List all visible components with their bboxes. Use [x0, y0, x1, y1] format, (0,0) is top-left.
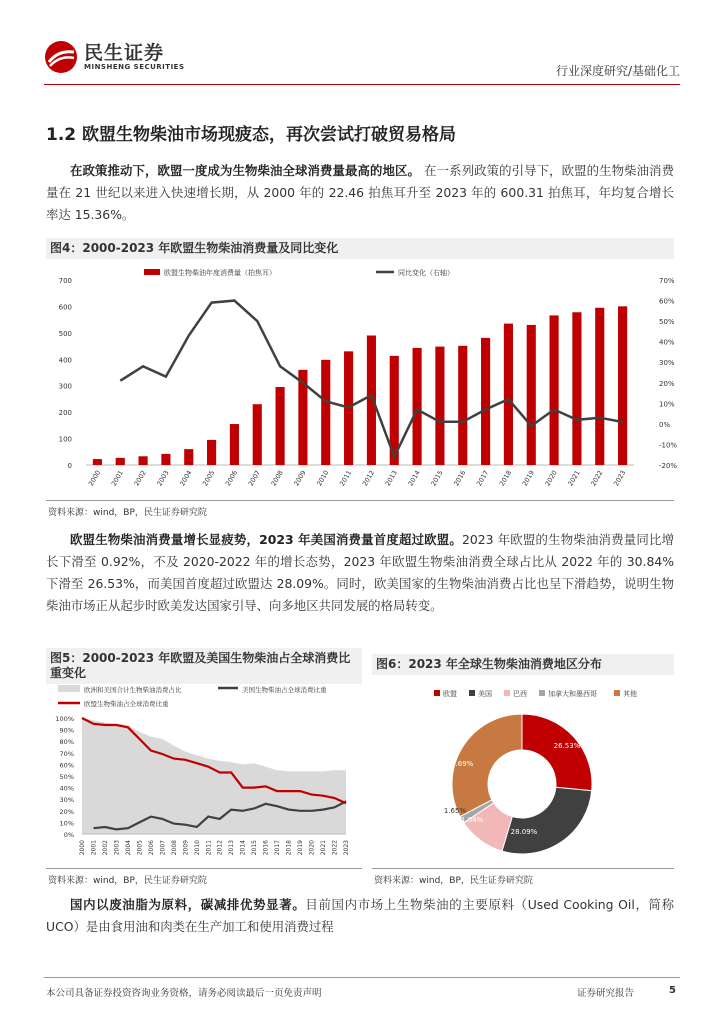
- x-tick-label: 2021: [320, 840, 328, 856]
- x-tick-label: 2023: [612, 469, 628, 488]
- bar-2020: [550, 315, 559, 465]
- y-left-tick-label: 700: [58, 277, 72, 285]
- y-tick-label: 20%: [59, 807, 74, 816]
- legend-swatch-3: [539, 690, 545, 696]
- y-tick-label: 0%: [63, 831, 74, 839]
- legend-label-eu: 欧盟生物柴油占全球消费比重: [84, 700, 169, 708]
- figure-5-rule: [46, 868, 362, 869]
- x-tick-label: 2019: [520, 469, 536, 488]
- x-tick-label: 2012: [360, 469, 377, 488]
- combined-share-area: [82, 718, 346, 834]
- paragraph-3: [46, 894, 674, 938]
- figure-4-source: 资料来源：wind，BP，民生证券研究院: [48, 508, 207, 518]
- y-tick-label: 80%: [59, 738, 74, 747]
- x-tick-label: 2012: [216, 840, 224, 856]
- x-tick-label: 2010: [193, 840, 201, 856]
- y-right-tick-label: 40%: [659, 338, 675, 347]
- y-tick-label: 50%: [59, 773, 74, 781]
- bar-2003: [161, 454, 170, 465]
- legend-label-yoy: 同比变化（右轴）: [398, 269, 454, 277]
- y-right-tick-label: 60%: [659, 297, 675, 306]
- x-tick-label: 2003: [113, 840, 121, 856]
- figure-4-chart: [46, 262, 678, 502]
- bar-2005: [207, 440, 216, 465]
- slice-label: 26.53%: [553, 742, 581, 750]
- x-tick-label: 2011: [205, 840, 213, 856]
- logo: [44, 40, 185, 74]
- y-right-tick-label: 10%: [659, 400, 675, 409]
- x-tick-label: 2018: [285, 840, 293, 856]
- footer-report-type: 证券研究报告: [576, 988, 634, 999]
- x-tick-label: 2015: [251, 840, 259, 856]
- y-left-tick-label: 200: [58, 409, 72, 418]
- bar-2000: [93, 459, 102, 465]
- logo-cn: 民生证券: [84, 42, 165, 64]
- y-left-tick-label: 600: [58, 303, 72, 312]
- logo-en: MINSHENG SECURITIES: [84, 63, 185, 71]
- paragraph-2-body: 2023 年欧盟的生物柴油消费量同比增长下滑至 0.92%，不及 2020-2022 年的增长态势，2023 年欧盟生物柴油消费全球占比从 2022 年的 30.84%下滑至 26.53%，而美国首度超过欧盟达 28.09%。同时，欧美国家的生物柴油消费占比也呈下滑趋势，说明生物柴油市场正从起步时欧美发达国家引导、向多地区共同发展的格局转变。: [46, 532, 674, 613]
- legend-label-us: 美国生物柴油占全球消费比重: [242, 686, 327, 694]
- legend-swatch-4: [614, 690, 620, 696]
- y-tick-label: 40%: [59, 784, 74, 793]
- x-tick-label: 2004: [124, 840, 132, 856]
- x-tick-label: 2011: [338, 469, 354, 488]
- y-right-tick-label: -20%: [659, 462, 678, 470]
- x-tick-label: 2009: [292, 469, 308, 488]
- x-tick-label: 2023: [343, 840, 350, 856]
- x-tick-label: 2009: [182, 840, 190, 856]
- bar-2001: [116, 458, 125, 465]
- bar-2008: [276, 387, 285, 465]
- slice-label: 11.04%: [456, 816, 484, 824]
- x-tick-label: 2005: [201, 469, 217, 488]
- x-tick-label: 2004: [178, 469, 194, 488]
- x-tick-label: 2006: [223, 469, 240, 488]
- header-divider: [44, 84, 680, 85]
- legend-label-consumption: 欧盟生物柴油年度消费量（拍焦耳）: [164, 269, 276, 277]
- bar-2023: [618, 306, 627, 465]
- y-right-tick-label: 20%: [659, 379, 675, 388]
- legend-label: 其他: [623, 690, 637, 698]
- legend-swatch-2: [504, 690, 510, 696]
- logo-mark-icon: [44, 40, 78, 74]
- bar-2016: [458, 346, 467, 465]
- section-heading: 1.2 欧盟生物柴油市场现疲态，再次尝试打破贸易格局: [46, 125, 457, 145]
- legend-swatch-consumption: [144, 269, 160, 275]
- bar-2014: [413, 348, 422, 465]
- figure-6-chart: [372, 684, 674, 868]
- x-tick-label: 2002: [101, 840, 109, 856]
- x-tick-label: 2019: [297, 840, 305, 856]
- bar-2018: [504, 324, 513, 465]
- x-tick-label: 2007: [246, 469, 262, 488]
- bar-2010: [321, 360, 330, 465]
- y-left-tick-label: 300: [58, 382, 72, 391]
- x-tick-label: 2007: [159, 840, 167, 856]
- figure-6-title: 图6：2023 年全球生物柴油消费地区分布: [372, 654, 674, 675]
- bar-2015: [435, 347, 444, 465]
- y-left-tick-label: 0: [67, 462, 72, 470]
- paragraph-1: [46, 160, 674, 226]
- x-tick-label: 2008: [269, 469, 285, 488]
- y-right-tick-label: 30%: [659, 359, 675, 368]
- x-tick-label: 2017: [475, 469, 491, 488]
- x-tick-label: 2022: [589, 469, 605, 488]
- y-tick-label: 90%: [59, 726, 74, 735]
- slice-label: 1.65%: [443, 807, 467, 815]
- x-tick-label: 2008: [170, 840, 178, 856]
- x-tick-label: 2014: [239, 840, 247, 856]
- slice-label: 28.09%: [510, 828, 538, 836]
- bar-2004: [184, 449, 193, 465]
- x-tick-label: 2010: [315, 469, 331, 488]
- x-tick-label: 2000: [86, 469, 103, 488]
- legend-label: 加拿大和墨西哥: [548, 690, 597, 698]
- paragraph-3-lead: 国内以废油脂为原料，碳减排优势显著。: [70, 897, 306, 912]
- y-right-tick-label: 50%: [659, 318, 675, 327]
- paragraph-1-lead: 在政策推动下，欧盟一度成为生物柴油全球消费量最高的地区。: [70, 163, 421, 178]
- y-right-tick-label: -10%: [659, 441, 678, 450]
- legend-label: 巴西: [513, 690, 527, 698]
- legend-swatch-1: [469, 690, 475, 696]
- page-number: 5: [669, 985, 676, 996]
- bar-2019: [527, 325, 536, 465]
- x-tick-label: 2016: [452, 469, 468, 488]
- x-tick-label: 2022: [331, 840, 339, 856]
- y-tick-label: 70%: [59, 749, 74, 758]
- figure-4-title: 图4：2000-2023 年欧盟生物柴油消费量及同比变化: [46, 238, 674, 259]
- x-tick-label: 2020: [543, 469, 559, 488]
- report-section: 行业深度研究/基础化工: [555, 64, 680, 78]
- x-tick-label: 2003: [155, 469, 171, 488]
- bar-2022: [595, 308, 604, 465]
- legend-label-combined: 欧洲和美国合计生物柴油消费占比: [84, 686, 182, 694]
- paragraph-1-body: 在一系列政策的引导下，欧盟的生物柴油消费量在 21 世纪以来进入快速增长期，从 2000 年的 22.46 拍焦耳升至 2023 年的 600.31 拍焦耳，年均复合增长率达 15.36%。: [46, 163, 675, 222]
- paragraph-2: [46, 529, 674, 617]
- figure-5-chart: [46, 680, 362, 868]
- slice-0: [522, 714, 592, 791]
- y-tick-label: 60%: [59, 761, 74, 770]
- legend-label: 欧盟: [443, 690, 457, 698]
- x-tick-label: 2013: [228, 840, 236, 856]
- figure-5-title: 图5：2000-2023 年欧盟及美国生物柴油占全球消费比重变化: [46, 648, 362, 684]
- bar-2007: [253, 404, 262, 465]
- bar-2017: [481, 338, 490, 465]
- x-tick-label: 2014: [406, 469, 422, 488]
- x-tick-label: 2002: [132, 469, 148, 488]
- footer-disclaimer: 本公司具备证券投资咨询业务资格，请务必阅读最后一页免责声明: [46, 988, 322, 999]
- x-tick-label: 2017: [274, 840, 282, 856]
- y-right-tick-label: 70%: [659, 277, 675, 285]
- x-tick-label: 2001: [90, 840, 98, 856]
- slice-1: [502, 787, 592, 854]
- paragraph-3-body: 目前国内市场上生物柴油的主要原料（Used Cooking Oil，简称 UCO）是由食用油和肉类在生产加工和使用消费过程: [46, 897, 675, 934]
- x-tick-label: 2000: [79, 840, 86, 856]
- x-tick-label: 2021: [566, 469, 582, 488]
- y-tick-label: 10%: [59, 819, 74, 828]
- y-tick-label: 30%: [59, 796, 74, 805]
- x-tick-label: 2006: [147, 840, 155, 856]
- figure-4-rule: [46, 500, 674, 501]
- x-tick-label: 2016: [262, 840, 270, 856]
- x-tick-label: 2013: [383, 469, 399, 488]
- x-tick-label: 2015: [429, 469, 445, 488]
- y-tick-label: 100%: [55, 715, 74, 723]
- x-tick-label: 2005: [136, 840, 144, 856]
- x-tick-label: 2018: [497, 469, 514, 488]
- y-right-tick-label: 0%: [659, 420, 671, 429]
- bar-2006: [230, 424, 239, 465]
- y-left-tick-label: 500: [58, 329, 72, 338]
- x-tick-label: 2001: [109, 469, 125, 488]
- bar-2021: [572, 312, 581, 465]
- slice-label: 32.69%: [446, 760, 474, 768]
- x-tick-label: 2020: [308, 840, 316, 856]
- legend-label: 美国: [478, 690, 492, 698]
- legend-swatch-combined: [58, 685, 80, 692]
- y-left-tick-label: 400: [58, 356, 72, 365]
- paragraph-2-lead: 欧盟生物柴油消费量增长显疲势，2023 年美国消费量首度超过欧盟。: [70, 532, 463, 547]
- bar-2002: [139, 456, 148, 465]
- figure-5-source: 资料来源：wind，BP，民生证券研究院: [48, 876, 207, 886]
- figure-6-rule: [372, 868, 674, 869]
- y-left-tick-label: 100: [58, 435, 72, 444]
- footer-divider: [44, 977, 680, 978]
- legend-swatch-0: [434, 690, 440, 696]
- figure-6-source: 资料来源：wind，BP，民生证券研究院: [374, 876, 533, 886]
